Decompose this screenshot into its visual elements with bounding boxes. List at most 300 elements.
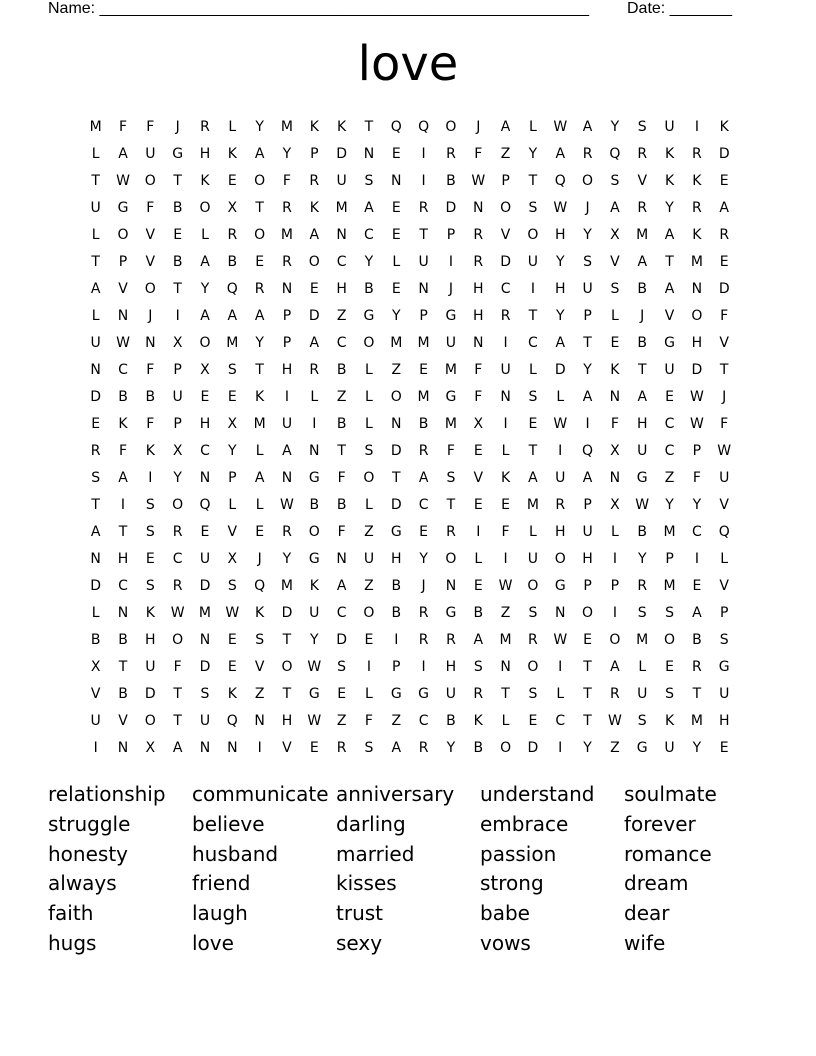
grid-letter[interactable]: D (500, 254, 511, 270)
grid-letter[interactable]: Y (610, 119, 620, 135)
grid-letter[interactable]: E (719, 173, 729, 189)
grid-letter[interactable]: E (528, 416, 538, 432)
grid-letter[interactable]: S (337, 659, 347, 675)
grid-letter[interactable]: S (528, 389, 538, 405)
grid-letter[interactable]: P (610, 578, 620, 594)
grid-letter[interactable]: I (612, 605, 617, 621)
grid-letter[interactable]: T (118, 524, 128, 540)
grid-letter[interactable]: B (364, 281, 374, 297)
name-field-label[interactable]: Name: _______________________________________________________ (48, 0, 589, 17)
grid-letter[interactable]: A (90, 281, 101, 297)
grid-letter[interactable]: T (528, 308, 538, 324)
grid-letter[interactable]: B (336, 416, 347, 432)
grid-letter[interactable]: B (118, 389, 128, 405)
grid-letter[interactable]: U (719, 686, 730, 702)
grid-letter[interactable]: V (145, 227, 156, 243)
grid-letter[interactable]: E (309, 740, 319, 756)
grid-letter[interactable]: S (528, 200, 538, 216)
grid-letter[interactable]: F (501, 524, 510, 540)
grid-letter[interactable]: E (391, 227, 401, 243)
grid-letter[interactable]: O (254, 173, 266, 189)
grid-letter[interactable]: Y (255, 335, 264, 351)
grid-letter[interactable]: V (90, 686, 101, 702)
grid-letter[interactable]: H (472, 308, 484, 324)
grid-letter[interactable]: Q (418, 119, 430, 135)
grid-letter[interactable]: U (145, 146, 156, 162)
grid-letter[interactable]: D (199, 659, 211, 675)
grid-letter[interactable]: N (418, 281, 429, 297)
grid-letter[interactable]: S (446, 470, 456, 486)
grid-letter[interactable]: E (719, 254, 729, 270)
grid-letter[interactable]: R (446, 524, 456, 540)
grid-letter[interactable]: J (175, 119, 180, 135)
grid-letter[interactable]: L (474, 551, 483, 567)
grid-letter[interactable]: G (418, 686, 430, 702)
grid-letter[interactable]: R (336, 740, 347, 756)
grid-letter[interactable]: A (254, 146, 265, 162)
grid-letter[interactable]: B (118, 686, 128, 702)
grid-letter[interactable]: O (445, 119, 457, 135)
grid-letter[interactable]: I (257, 740, 262, 756)
grid-letter[interactable]: F (692, 470, 701, 486)
grid-letter[interactable]: M (198, 605, 212, 621)
grid-letter[interactable]: S (583, 254, 593, 270)
grid-letter[interactable]: P (282, 335, 292, 351)
grid-letter[interactable]: B (145, 389, 156, 405)
grid-letter[interactable]: M (280, 227, 293, 243)
grid-letter[interactable]: C (336, 605, 347, 621)
grid-letter[interactable]: D (308, 308, 320, 324)
grid-letter[interactable]: T (282, 686, 292, 702)
grid-letter[interactable]: S (364, 443, 374, 459)
grid-letter[interactable]: O (363, 470, 375, 486)
grid-letter[interactable]: Y (200, 281, 210, 297)
grid-letter[interactable]: B (473, 605, 484, 621)
date-field-label[interactable]: Date: _______ (627, 0, 732, 17)
grid-letter[interactable]: I (612, 551, 617, 567)
grid-letter[interactable]: L (501, 443, 510, 459)
grid-letter[interactable]: H (472, 281, 484, 297)
grid-letter[interactable]: J (257, 551, 262, 567)
grid-letter[interactable]: Q (226, 281, 238, 297)
grid-letter[interactable]: U (309, 605, 320, 621)
grid-letter[interactable]: H (636, 416, 648, 432)
grid-letter[interactable]: G (554, 578, 566, 594)
grid-letter[interactable]: C (418, 497, 429, 513)
grid-letter[interactable]: W (498, 578, 513, 594)
grid-letter[interactable]: T (364, 119, 374, 135)
grid-letter[interactable]: D (390, 497, 402, 513)
grid-letter[interactable]: T (583, 686, 592, 702)
grid-letter[interactable]: O (254, 227, 266, 243)
grid-letter[interactable]: L (255, 497, 264, 513)
grid-letter[interactable]: Y (555, 308, 565, 324)
grid-letter[interactable]: G (308, 470, 320, 486)
grid-letter[interactable]: L (91, 605, 100, 621)
grid-letter[interactable]: R (282, 200, 292, 216)
grid-letter[interactable]: O (445, 551, 457, 567)
grid-letter[interactable]: R (282, 254, 292, 270)
grid-letter[interactable]: C (118, 578, 128, 594)
grid-letter[interactable]: N (500, 389, 511, 405)
grid-letter[interactable]: U (664, 119, 675, 135)
grid-letter[interactable]: L (529, 119, 537, 135)
grid-letter[interactable]: U (637, 686, 648, 702)
grid-letter[interactable]: N (473, 200, 484, 216)
grid-letter[interactable]: P (446, 227, 456, 243)
grid-letter[interactable]: Y (583, 227, 592, 243)
grid-letter[interactable]: L (365, 362, 373, 378)
grid-letter[interactable]: K (719, 119, 729, 135)
grid-letter[interactable]: U (664, 740, 675, 756)
grid-letter[interactable]: L (201, 227, 209, 243)
grid-letter[interactable]: S (145, 524, 155, 540)
grid-letter[interactable]: B (637, 335, 648, 351)
grid-letter[interactable]: U (90, 713, 101, 729)
grid-letter[interactable]: G (636, 740, 648, 756)
grid-letter[interactable]: N (281, 470, 293, 486)
grid-letter[interactable]: Y (282, 551, 292, 567)
grid-letter[interactable]: A (719, 200, 729, 216)
grid-letter[interactable]: O (281, 659, 293, 675)
grid-letter[interactable]: M (280, 578, 293, 594)
grid-letter[interactable]: L (228, 497, 237, 513)
grid-letter[interactable]: H (391, 551, 402, 567)
grid-letter[interactable]: P (719, 605, 729, 621)
grid-letter[interactable]: U (281, 416, 293, 432)
grid-letter[interactable]: N (336, 551, 347, 567)
grid-letter[interactable]: I (366, 659, 372, 675)
grid-letter[interactable]: R (446, 632, 456, 648)
grid-letter[interactable]: O (144, 713, 156, 729)
grid-letter[interactable]: B (391, 605, 402, 621)
grid-letter[interactable]: I (503, 335, 508, 351)
grid-letter[interactable]: I (558, 443, 563, 459)
grid-letter[interactable]: Y (665, 497, 674, 513)
grid-letter[interactable]: M (89, 119, 102, 135)
grid-letter[interactable]: T (583, 335, 592, 351)
grid-letter[interactable]: D (554, 362, 566, 378)
grid-letter[interactable]: E (255, 254, 265, 270)
grid-letter[interactable]: N (445, 578, 457, 594)
grid-letter[interactable]: V (227, 524, 238, 540)
grid-letter[interactable]: A (227, 308, 238, 324)
grid-letter[interactable]: E (419, 524, 429, 540)
grid-letter[interactable]: O (582, 173, 594, 189)
grid-letter[interactable]: T (173, 686, 182, 702)
grid-letter[interactable]: X (227, 416, 238, 432)
grid-letter[interactable]: A (364, 200, 374, 216)
grid-letter[interactable]: X (145, 740, 156, 756)
grid-letter[interactable]: N (90, 551, 101, 567)
grid-letter[interactable]: P (118, 254, 128, 270)
grid-letter[interactable]: B (473, 740, 484, 756)
grid-letter[interactable]: A (637, 389, 648, 405)
grid-letter[interactable]: S (145, 578, 155, 594)
grid-letter[interactable]: R (582, 146, 593, 162)
grid-letter[interactable]: R (172, 524, 183, 540)
grid-letter[interactable]: M (444, 362, 457, 378)
grid-letter[interactable]: R (418, 443, 429, 459)
grid-letter[interactable]: D (445, 200, 457, 216)
grid-letter[interactable]: L (310, 389, 319, 405)
grid-letter[interactable]: W (689, 416, 704, 432)
grid-letter[interactable]: A (391, 740, 402, 756)
grid-letter[interactable]: U (555, 470, 566, 486)
grid-letter[interactable]: A (500, 119, 511, 135)
grid-letter[interactable]: X (227, 551, 238, 567)
grid-letter[interactable]: F (474, 146, 483, 162)
grid-letter[interactable]: B (90, 632, 101, 648)
grid-letter[interactable]: R (500, 308, 511, 324)
grid-letter[interactable]: S (610, 173, 620, 189)
grid-letter[interactable]: C (200, 443, 210, 459)
grid-letter[interactable]: L (556, 686, 565, 702)
grid-letter[interactable]: S (528, 605, 538, 621)
grid-letter[interactable]: X (172, 443, 183, 459)
grid-letter[interactable]: M (663, 578, 676, 594)
grid-letter[interactable]: F (118, 443, 128, 459)
grid-letter[interactable]: P (692, 443, 702, 459)
grid-letter[interactable]: B (172, 200, 183, 216)
grid-letter[interactable]: G (363, 308, 375, 324)
grid-letter[interactable]: G (390, 686, 402, 702)
grid-letter[interactable]: F (337, 524, 346, 540)
grid-letter[interactable]: A (90, 524, 101, 540)
grid-letter[interactable]: Y (528, 146, 538, 162)
grid-letter[interactable]: V (610, 254, 620, 270)
grid-letter[interactable]: O (500, 740, 512, 756)
grid-letter[interactable]: M (526, 497, 539, 513)
grid-letter[interactable]: E (200, 524, 210, 540)
grid-letter[interactable]: X (610, 497, 620, 513)
grid-letter[interactable]: Z (391, 362, 402, 378)
grid-letter[interactable]: T (282, 632, 292, 648)
grid-letter[interactable]: T (91, 497, 100, 513)
grid-letter[interactable]: N (473, 335, 484, 351)
grid-letter[interactable]: N (609, 470, 621, 486)
grid-letter[interactable]: I (394, 632, 399, 648)
grid-letter[interactable]: V (664, 308, 675, 324)
grid-letter[interactable]: T (637, 362, 647, 378)
grid-letter[interactable]: R (692, 659, 702, 675)
grid-letter[interactable]: W (471, 173, 486, 189)
grid-letter[interactable]: T (173, 713, 182, 729)
grid-letter[interactable]: I (558, 740, 563, 756)
grid-letter[interactable]: M (499, 632, 512, 648)
grid-letter[interactable]: N (90, 362, 101, 378)
grid-letter[interactable]: X (610, 443, 620, 459)
grid-letter[interactable]: V (637, 173, 648, 189)
grid-letter[interactable]: A (610, 659, 620, 675)
grid-letter[interactable]: O (664, 632, 676, 648)
grid-letter[interactable]: U (172, 389, 183, 405)
grid-letter[interactable]: R (692, 146, 702, 162)
grid-letter[interactable]: N (391, 173, 402, 189)
grid-letter[interactable]: E (610, 335, 620, 351)
grid-letter[interactable]: X (610, 227, 620, 243)
grid-letter[interactable]: Y (228, 443, 237, 459)
grid-letter[interactable]: G (636, 470, 648, 486)
grid-letter[interactable]: T (528, 443, 538, 459)
grid-letter[interactable]: L (610, 308, 619, 324)
grid-letter[interactable]: A (254, 470, 265, 486)
grid-letter[interactable]: S (227, 578, 237, 594)
grid-letter[interactable]: Q (582, 443, 594, 459)
grid-letter[interactable]: U (582, 524, 593, 540)
grid-letter[interactable]: P (583, 578, 592, 594)
grid-letter[interactable]: L (91, 308, 100, 324)
grid-letter[interactable]: L (392, 254, 401, 270)
grid-letter[interactable]: G (445, 389, 457, 405)
grid-letter[interactable]: K (227, 686, 237, 702)
grid-letter[interactable]: A (200, 254, 210, 270)
grid-letter[interactable]: H (554, 281, 566, 297)
grid-letter[interactable]: D (281, 605, 293, 621)
grid-letter[interactable]: R (418, 605, 429, 621)
grid-letter[interactable]: E (227, 659, 237, 675)
grid-letter[interactable]: H (691, 335, 703, 351)
grid-letter[interactable]: S (528, 686, 538, 702)
grid-letter[interactable]: S (637, 713, 647, 729)
grid-letter[interactable]: E (200, 389, 210, 405)
grid-letter[interactable]: K (255, 389, 265, 405)
grid-letter[interactable]: S (364, 740, 374, 756)
grid-letter[interactable]: U (445, 335, 457, 351)
grid-letter[interactable]: Z (254, 686, 265, 702)
grid-letter[interactable]: W (553, 416, 568, 432)
grid-letter[interactable]: E (391, 200, 401, 216)
grid-letter[interactable]: C (172, 551, 183, 567)
grid-letter[interactable]: E (145, 551, 155, 567)
grid-letter[interactable]: W (170, 605, 185, 621)
grid-letter[interactable]: S (665, 605, 674, 621)
grid-letter[interactable]: A (664, 227, 675, 243)
grid-letter[interactable]: V (282, 740, 292, 756)
grid-letter[interactable]: L (529, 362, 537, 378)
grid-letter[interactable]: K (473, 713, 483, 729)
grid-letter[interactable]: T (91, 173, 100, 189)
grid-letter[interactable]: W (553, 200, 568, 216)
grid-letter[interactable]: Z (336, 308, 347, 324)
grid-letter[interactable]: W (635, 497, 650, 513)
grid-letter[interactable]: O (308, 254, 320, 270)
grid-letter[interactable]: A (692, 605, 702, 621)
grid-letter[interactable]: X (227, 200, 238, 216)
grid-letter[interactable]: T (419, 227, 428, 243)
grid-letter[interactable]: U (199, 713, 211, 729)
grid-letter[interactable]: C (418, 713, 429, 729)
grid-letter[interactable]: I (120, 497, 126, 513)
grid-letter[interactable]: H (199, 146, 211, 162)
grid-letter[interactable]: I (476, 524, 481, 540)
grid-letter[interactable]: N (199, 470, 211, 486)
grid-letter[interactable]: Q (254, 578, 266, 594)
grid-letter[interactable]: Y (692, 497, 702, 513)
grid-letter[interactable]: C (664, 416, 675, 432)
grid-letter[interactable]: Z (391, 713, 402, 729)
grid-letter[interactable]: X (473, 416, 484, 432)
grid-letter[interactable]: T (255, 200, 264, 216)
grid-letter[interactable]: U (90, 335, 101, 351)
grid-letter[interactable]: V (719, 497, 729, 513)
grid-letter[interactable]: R (282, 524, 292, 540)
grid-letter[interactable]: P (665, 551, 674, 567)
grid-letter[interactable]: I (694, 551, 699, 567)
grid-letter[interactable]: L (365, 416, 373, 432)
grid-letter[interactable]: E (364, 632, 374, 648)
grid-letter[interactable]: K (664, 713, 675, 729)
grid-letter[interactable]: I (694, 119, 699, 135)
grid-letter[interactable]: Y (446, 740, 456, 756)
grid-letter[interactable]: Q (199, 497, 211, 513)
grid-letter[interactable]: Y (255, 119, 264, 135)
grid-letter[interactable]: T (337, 443, 346, 459)
grid-letter[interactable]: P (282, 308, 292, 324)
grid-letter[interactable]: N (117, 605, 129, 621)
grid-letter[interactable]: I (284, 389, 290, 405)
grid-letter[interactable]: L (720, 551, 729, 567)
grid-letter[interactable]: U (336, 173, 347, 189)
grid-letter[interactable]: J (448, 281, 453, 297)
grid-letter[interactable]: Y (583, 362, 592, 378)
grid-letter[interactable]: N (117, 308, 129, 324)
grid-letter[interactable]: T (501, 686, 510, 702)
grid-letter[interactable]: B (418, 416, 429, 432)
grid-letter[interactable]: U (90, 200, 101, 216)
grid-letter[interactable]: S (364, 173, 374, 189)
grid-letter[interactable]: Y (310, 632, 319, 648)
grid-letter[interactable]: Y (692, 740, 702, 756)
grid-letter[interactable]: T (583, 659, 592, 675)
grid-letter[interactable]: K (309, 200, 319, 216)
grid-letter[interactable]: G (308, 686, 320, 702)
grid-letter[interactable]: Z (664, 470, 675, 486)
grid-letter[interactable]: I (503, 551, 508, 567)
grid-letter[interactable]: O (527, 659, 539, 675)
grid-letter[interactable]: N (199, 632, 211, 648)
grid-letter[interactable]: P (583, 308, 592, 324)
grid-letter[interactable]: C (555, 713, 566, 729)
grid-letter[interactable]: Y (282, 146, 292, 162)
grid-letter[interactable]: F (337, 470, 346, 486)
grid-letter[interactable]: E (665, 659, 674, 675)
grid-letter[interactable]: I (175, 308, 180, 324)
grid-letter[interactable]: F (474, 389, 483, 405)
grid-letter[interactable]: E (227, 389, 237, 405)
grid-letter[interactable]: M (417, 389, 430, 405)
grid-letter[interactable]: E (419, 362, 429, 378)
grid-letter[interactable]: E (309, 281, 319, 297)
grid-letter[interactable]: M (390, 335, 403, 351)
grid-letter[interactable]: B (446, 713, 456, 729)
grid-letter[interactable]: S (227, 362, 237, 378)
grid-letter[interactable]: W (689, 389, 704, 405)
grid-letter[interactable]: C (500, 281, 511, 297)
grid-letter[interactable]: N (281, 281, 293, 297)
grid-letter[interactable]: P (310, 146, 319, 162)
grid-letter[interactable]: F (474, 362, 483, 378)
grid-letter[interactable]: U (719, 470, 730, 486)
grid-letter[interactable]: R (309, 173, 320, 189)
grid-letter[interactable]: B (692, 632, 702, 648)
grid-letter[interactable]: O (199, 335, 211, 351)
grid-letter[interactable]: Y (555, 254, 565, 270)
grid-letter[interactable]: F (720, 416, 729, 432)
grid-letter[interactable]: K (118, 416, 128, 432)
grid-letter[interactable]: Z (364, 578, 374, 594)
grid-letter[interactable]: N (227, 740, 238, 756)
